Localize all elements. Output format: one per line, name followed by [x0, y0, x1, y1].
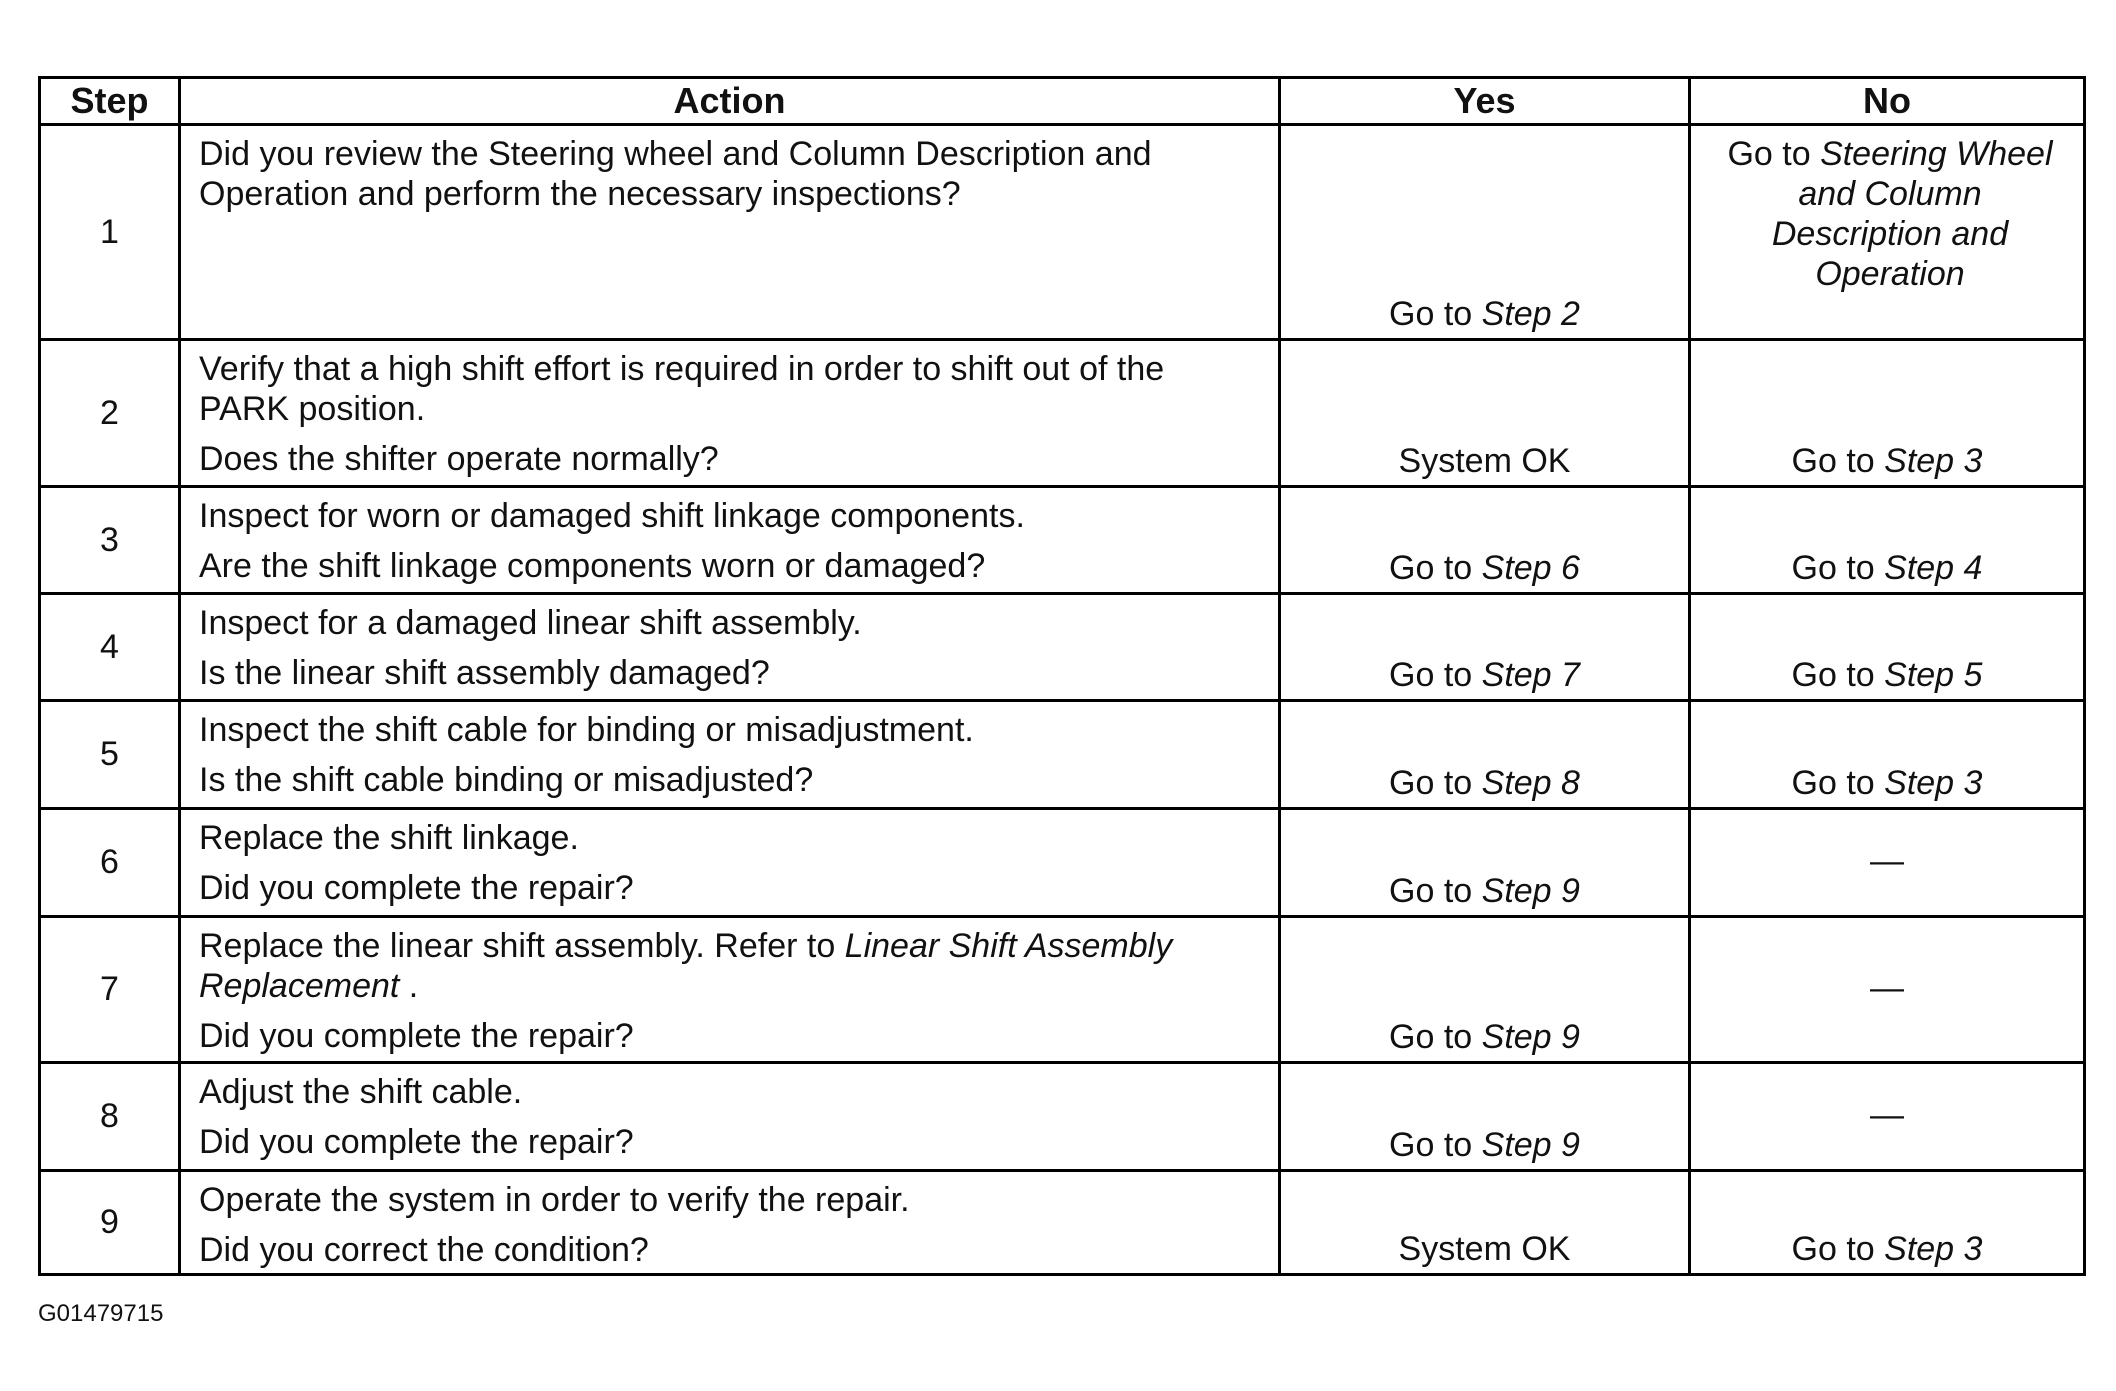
no-cell [1690, 594, 2085, 701]
step-number: 7 [40, 917, 180, 1063]
no-prefix: Go to [1791, 1230, 1885, 1268]
table-row [40, 701, 2085, 809]
yes-cell [1280, 701, 1690, 809]
action-cell [180, 809, 1280, 917]
action-cell [180, 594, 1280, 701]
yes-cell [1280, 809, 1690, 917]
step-number: 9 [40, 1171, 180, 1275]
no-step-link: Step 3 [1884, 764, 1983, 802]
action-prefix: Replace the linear shift assembly. Refer to [199, 927, 845, 965]
diagnostic-table [38, 76, 2086, 1276]
yes-step-link: Step 6 [1481, 549, 1580, 587]
yes-prefix: Go to [1389, 872, 1482, 910]
no-prefix: Go to [1791, 549, 1885, 587]
no-reference-link: Steering Wheel and Column Description and Operation [1771, 135, 2053, 293]
yes-prefix: System OK [1398, 442, 1571, 480]
header-yes: Yes [1280, 78, 1690, 125]
no-cell [1690, 917, 2085, 1063]
yes-step-link: Step 7 [1481, 656, 1580, 694]
table-row [40, 125, 2085, 340]
no-dash: — [1870, 841, 1904, 880]
yes-cell [1280, 487, 1690, 594]
no-cell [1690, 1063, 2085, 1171]
table-row [40, 809, 2085, 917]
no-cell [1690, 809, 2085, 917]
yes-prefix: System OK [1398, 1230, 1571, 1268]
step-number: 8 [40, 1063, 180, 1171]
header-row [40, 78, 2085, 125]
no-step-link: Step 5 [1884, 656, 1983, 694]
action-question: Did you complete the repair? [199, 1017, 634, 1055]
yes-step-link: Step 8 [1481, 764, 1580, 802]
table-row [40, 594, 2085, 701]
no-dash: — [1870, 1095, 1904, 1134]
no-prefix: Go to [1791, 656, 1885, 694]
action-text: Verify that a high shift effort is required in order to shift out of the PARK position. [199, 350, 1165, 428]
yes-cell [1280, 594, 1690, 701]
figure-id: G01479715 [38, 1300, 164, 1327]
action-question: Does the shifter operate normally? [199, 440, 719, 478]
yes-step-link: Step 9 [1481, 872, 1580, 910]
table-row [40, 917, 2085, 1063]
yes-step-link: Step 2 [1481, 295, 1580, 333]
no-cell [1690, 701, 2085, 809]
action-question: Is the linear shift assembly damaged? [199, 654, 770, 692]
action-cell [180, 917, 1280, 1063]
action-text [199, 926, 1262, 1006]
action-text: Inspect for worn or damaged shift linkage components. [199, 497, 1025, 535]
no-prefix: Go to [1791, 442, 1885, 480]
table-row [40, 1063, 2085, 1171]
yes-prefix: Go to [1389, 1126, 1482, 1164]
action-question: Did you correct the condition? [199, 1231, 649, 1269]
step-number: 5 [40, 701, 180, 809]
action-cell [180, 1171, 1280, 1275]
yes-cell [1280, 125, 1690, 340]
action-text: Did you review the Steering wheel and Column Description and Operation and perform the necessary inspections? [199, 135, 1152, 213]
step-number: 3 [40, 487, 180, 594]
action-question: Did you complete the repair? [199, 869, 634, 907]
action-reference-link: Linear Shift Assembly Replacement [199, 927, 1173, 1005]
action-text: Inspect for a damaged linear shift assembly. [199, 604, 862, 642]
action-cell [180, 701, 1280, 809]
action-cell [180, 487, 1280, 594]
table-row [40, 487, 2085, 594]
no-cell [1690, 125, 2085, 340]
no-step-link: Step 3 [1884, 1230, 1983, 1268]
header-action: Action [180, 78, 1280, 125]
yes-cell [1280, 1063, 1690, 1171]
no-cell [1690, 1171, 2085, 1275]
no-step-link: Step 3 [1884, 442, 1983, 480]
yes-prefix: Go to [1389, 656, 1482, 694]
action-text: Inspect the shift cable for binding or misadjustment. [199, 711, 974, 749]
action-cell [180, 125, 1280, 340]
action-cell [180, 340, 1280, 487]
header-no: No [1690, 78, 2085, 125]
action-text: Replace the shift linkage. [199, 819, 579, 857]
yes-cell [1280, 340, 1690, 487]
yes-prefix: Go to [1389, 295, 1482, 333]
step-number: 1 [40, 125, 180, 340]
table-row [40, 340, 2085, 487]
table-row [40, 1171, 2085, 1275]
no-dash: — [1870, 968, 1904, 1007]
no-step-link: Step 4 [1884, 549, 1983, 587]
no-cell [1690, 340, 2085, 487]
action-text: Operate the system in order to verify the repair. [199, 1181, 910, 1219]
action-text: Adjust the shift cable. [199, 1073, 523, 1111]
step-number: 6 [40, 809, 180, 917]
yes-cell [1280, 917, 1690, 1063]
no-cell [1690, 487, 2085, 594]
step-number: 4 [40, 594, 180, 701]
no-prefix: Go to [1791, 764, 1885, 802]
no-prefix: Go to [1727, 135, 1821, 173]
yes-prefix: Go to [1389, 1018, 1482, 1056]
action-question: Did you complete the repair? [199, 1123, 634, 1161]
yes-prefix: Go to [1389, 764, 1482, 802]
action-cell [180, 1063, 1280, 1171]
yes-prefix: Go to [1389, 549, 1482, 587]
yes-cell [1280, 1171, 1690, 1275]
header-step: Step [40, 78, 180, 125]
action-suffix: . [399, 967, 419, 1005]
action-question: Are the shift linkage components worn or damaged? [199, 547, 986, 585]
action-question: Is the shift cable binding or misadjusted? [199, 761, 814, 799]
yes-step-link: Step 9 [1481, 1018, 1580, 1056]
step-number: 2 [40, 340, 180, 487]
yes-step-link: Step 9 [1481, 1126, 1580, 1164]
